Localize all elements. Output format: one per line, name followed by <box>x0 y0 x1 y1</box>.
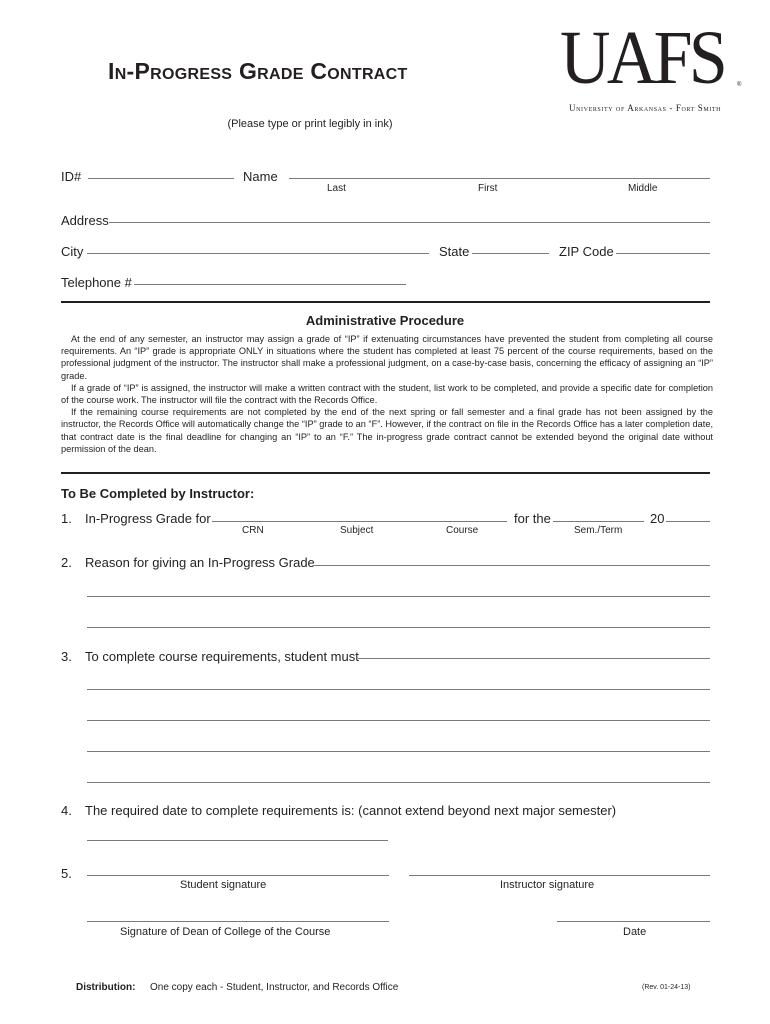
item-1-label: In-Progress Grade for <box>85 511 211 526</box>
logo-subtitle: University of Arkansas - Fort Smith <box>569 103 722 113</box>
distribution-text: One copy each - Student, Instructor, and Records Office <box>150 982 399 993</box>
dean-signature-field[interactable] <box>87 921 389 922</box>
item-4-label: The required date to complete requirements is: (cannot extend beyond next major semester) <box>85 803 617 818</box>
reason-field[interactable] <box>314 565 710 566</box>
item-2-label: Reason for giving an In-Progress Grade <box>85 555 315 570</box>
telephone-field[interactable] <box>134 284 406 285</box>
telephone-label: Telephone # <box>61 275 132 290</box>
zip-field[interactable] <box>616 253 710 254</box>
procedure-text <box>61 333 713 455</box>
requirements-field[interactable] <box>87 751 710 752</box>
last-name-label: Last <box>327 183 346 194</box>
state-label: State <box>439 244 470 259</box>
requirements-field[interactable] <box>87 720 710 721</box>
state-field[interactable] <box>472 253 549 254</box>
student-signature-field[interactable] <box>87 875 389 876</box>
address-label: Address <box>61 213 109 228</box>
address-field[interactable] <box>109 222 710 223</box>
for-the-label: for the <box>514 511 551 526</box>
sem-term-label: Sem./Term <box>574 525 623 536</box>
requirements-field[interactable] <box>87 782 710 783</box>
subject-label: Subject <box>340 525 374 536</box>
city-label: City <box>61 244 84 259</box>
course-field[interactable] <box>212 521 507 522</box>
crn-label: CRN <box>242 525 264 536</box>
distribution-label: Distribution: <box>76 982 136 993</box>
id-field[interactable] <box>88 178 234 179</box>
date-label: Date <box>623 926 647 938</box>
requirements-field[interactable] <box>87 689 710 690</box>
section-divider <box>61 301 710 303</box>
form-subtitle: (Please type or print legibly in ink) <box>227 118 393 130</box>
date-field[interactable] <box>557 921 710 922</box>
item-4-number: 4. <box>61 803 72 818</box>
item-1-number: 1. <box>61 511 72 526</box>
revision-date: (Rev. 01-24-13) <box>642 984 691 991</box>
procedure-paragraph: At the end of any semester, an instructor may assign a grade of “IP” if extenuating circumstances have prevented the student from completing all course requirements. An “IP” grade is appropriate ONLY in situations where the student has completed at least 75 percent of the course requirements, based on the professional judgment of the instructor. The instructor shall make a professional judgment, on a case-by-case basis, concerning the efficacy of assigning an “IP” grade. <box>61 334 713 381</box>
procedure-heading: Administrative Procedure <box>305 313 465 328</box>
name-field[interactable] <box>289 178 710 179</box>
item-3-label: To complete course requirements, student must <box>85 649 359 664</box>
procedure-paragraph: If the remaining course requirements are not completed by the end of the next spring or fall semester and a final grade has not been assigned by the instructor, the Records Office will automatically change the “IP” grade to an “F”. However, if the contract on file in the Records Office has a later completion date, that contract date is the final deadline for changing an “IP” to an “F.” The in-progress grade contract cannot be extended beyond the original date without permission of the dean. <box>61 407 713 454</box>
dean-signature-label: Signature of Dean of College of the Course <box>120 926 331 938</box>
zip-label: ZIP Code <box>559 244 614 259</box>
instructor-heading: To Be Completed by Instructor: <box>61 486 255 501</box>
item-5-number: 5. <box>61 866 72 881</box>
required-date-field[interactable] <box>87 840 388 841</box>
first-name-label: First <box>478 183 498 194</box>
instructor-signature-label: Instructor signature <box>500 879 595 891</box>
instructor-signature-field[interactable] <box>409 875 710 876</box>
year-prefix: 20 <box>650 511 665 526</box>
form-title: In-Progress Grade Contract <box>108 58 408 84</box>
procedure-paragraph: If a grade of “IP” is assigned, the instructor will make a written contract with the student, list work to be completed, and provide a specific date for completion of the course work. The instructor will file the contract with the Records Office. <box>61 382 713 406</box>
year-field[interactable] <box>666 521 710 522</box>
requirements-field[interactable] <box>358 658 710 659</box>
reason-field[interactable] <box>87 627 710 628</box>
reason-field[interactable] <box>87 596 710 597</box>
item-2-number: 2. <box>61 555 72 570</box>
middle-name-label: Middle <box>628 183 658 194</box>
name-label: Name <box>243 169 278 184</box>
id-label: ID# <box>61 169 82 184</box>
city-field[interactable] <box>87 253 429 254</box>
item-3-number: 3. <box>61 649 72 664</box>
course-label: Course <box>446 525 479 536</box>
registered-mark: ® <box>737 82 742 88</box>
student-signature-label: Student signature <box>180 879 267 891</box>
section-divider <box>61 472 710 474</box>
semester-field[interactable] <box>553 521 644 522</box>
uafs-logo: UAFS <box>560 16 725 100</box>
